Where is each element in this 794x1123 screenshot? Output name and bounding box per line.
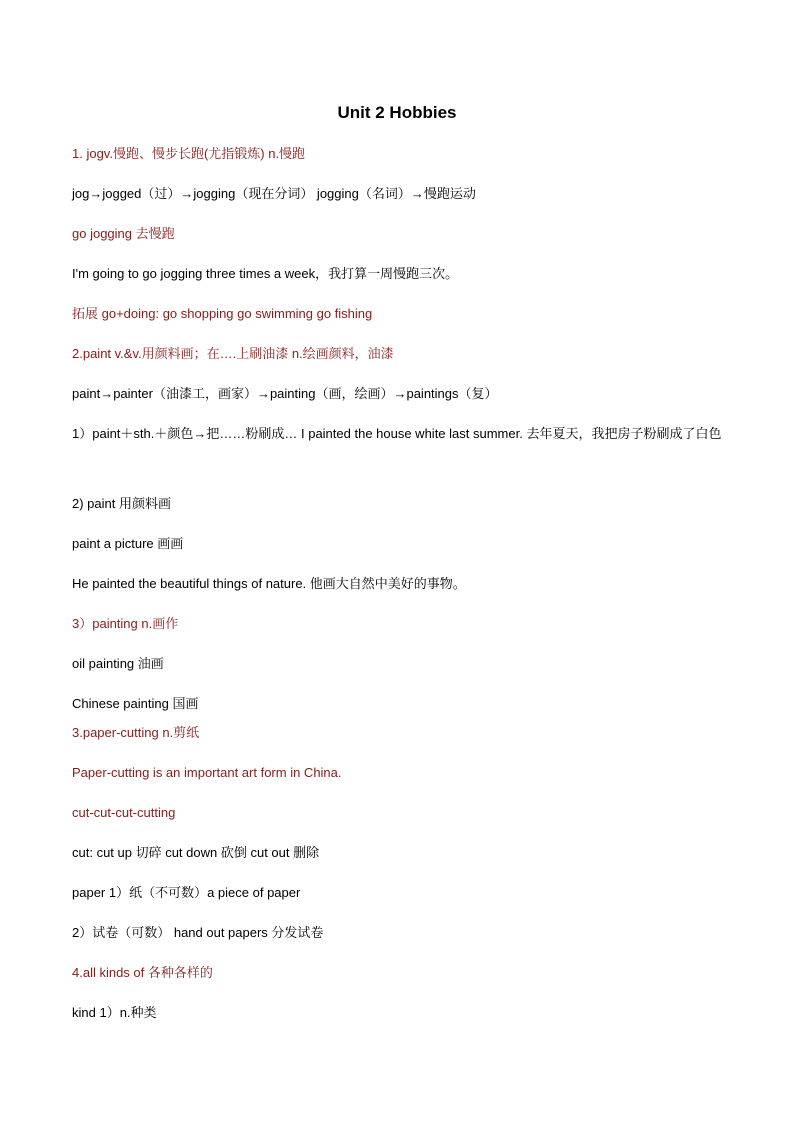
note-line: 4.all kinds of 各种各样的 xyxy=(72,965,213,980)
note-line: He painted the beautiful things of nature. 他画大自然中美好的事物。 xyxy=(72,576,466,591)
note-line: kind 1）n.种类 xyxy=(72,1005,157,1020)
note-line: paint→painter（油漆工，画家）→painting（画，绘画）→paintings（复） xyxy=(72,386,498,401)
note-line: paint a picture 画画 xyxy=(72,536,184,551)
note-line: Paper-cutting is an important art form in China. xyxy=(72,765,342,780)
note-line: I'm going to go jogging three times a week，我打算一周慢跑三次。 xyxy=(72,266,459,281)
note-line: Chinese painting 国画 xyxy=(72,696,199,711)
note-line: cut-cut-cut-cutting xyxy=(72,805,176,820)
note-line: 1）paint＋sth.＋颜色→把……粉刷成… I painted the house white last summer. 去年夏天，我把房子粉刷成了白色 xyxy=(72,426,722,441)
note-line: 2) paint 用颜料画 xyxy=(72,496,171,511)
note-line: 2）试卷（可数） hand out papers 分发试卷 xyxy=(72,925,324,940)
note-line: paper 1）纸（不可数）a piece of paper xyxy=(72,885,301,900)
note-line: jog→jogged（过）→jogging（现在分词） jogging（名词）→慢跑运动 xyxy=(72,186,476,201)
note-line: 拓展 go+doing: go shopping go swimming go fishing xyxy=(72,306,373,321)
note-line: go jogging 去慢跑 xyxy=(72,226,175,241)
page-title: Unit 2 Hobbies xyxy=(337,103,457,122)
note-line: 2.paint v.&v.用颜料画；在….上刷油漆 n.绘画颜料，油漆 xyxy=(72,346,394,361)
note-line: oil painting 油画 xyxy=(72,656,164,671)
note-line: 3）painting n.画作 xyxy=(72,616,179,631)
note-line: 3.paper-cutting n.剪纸 xyxy=(72,725,200,740)
note-line: 1. jogv.慢跑、慢步长跑(尤指锻炼) n.慢跑 xyxy=(72,146,306,161)
note-line: cut: cut up 切碎 cut down 砍倒 cut out 删除 xyxy=(72,845,320,860)
